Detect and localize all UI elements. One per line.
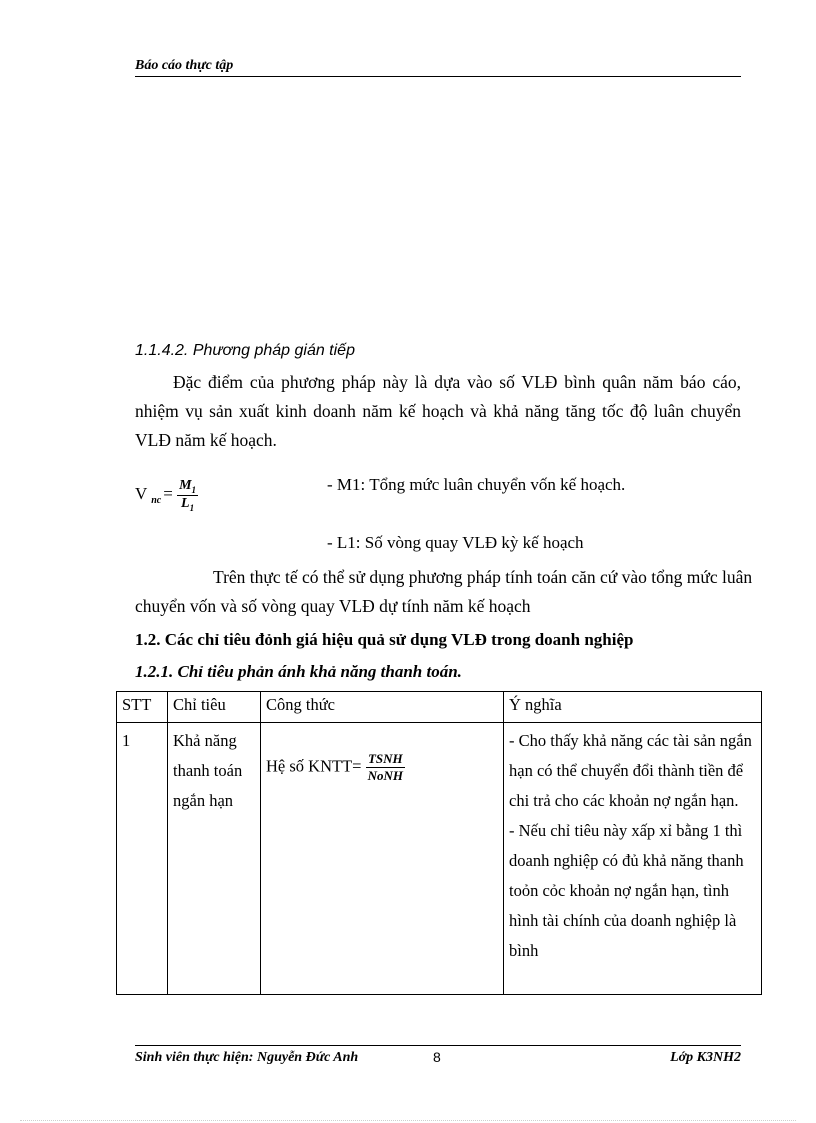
bullet-m1: - M1: Tổng mức luân chuyển vốn kế hoạch. <box>327 475 626 494</box>
formula-label: Hệ số KNTT= <box>266 756 362 776</box>
meaning-text-2: - Nếu chỉ tiêu này xấp xỉ bằng 1 thì doanh nghiệp có đủ khả năng thanh toỏn cỏc khoản nợ ngắn hạn, tình hình tài chính của doanh nghiệp là bình <box>509 821 744 960</box>
paragraph-indirect-method <box>135 368 741 455</box>
footer-page-number: 8 <box>433 1049 441 1065</box>
page-footer <box>135 1045 741 1065</box>
table-cell-indicator: Khả năng thanh toán ngắn hạn <box>168 723 261 995</box>
kntt-numerator: TSNH <box>366 751 405 768</box>
table-row <box>117 723 762 995</box>
table-header-stt: STT <box>117 692 168 723</box>
formula-lhs-sub: nc <box>151 495 162 507</box>
liquidity-ratio-table <box>116 691 762 995</box>
kntt-fraction <box>366 751 405 784</box>
section-heading-1-2: 1.2. Các chỉ tiêu đỏnh giá hiệu quả sử dụng VLĐ trong doanh nghiệp <box>135 630 634 649</box>
section-heading-1-2-1: 1.2.1. Chỉ tiêu phản ánh khả năng thanh toán. <box>135 662 462 681</box>
table-header-meaning: Ý nghĩa <box>504 692 762 723</box>
meaning-text-1: - Cho thấy khả năng các tài sản ngắn hạn có thể chuyển đổi thành tiền để chi trả cho các khoản nợ ngắn hạn. <box>509 731 752 810</box>
table-cell-stt: 1 <box>117 723 168 995</box>
table-cell-meaning <box>504 723 762 995</box>
table-header-indicator: Chỉ tiêu <box>168 692 261 723</box>
footer-student: Sinh viên thực hiện: Nguyễn Đức Anh <box>135 1050 359 1065</box>
table-cell-formula <box>261 723 504 995</box>
formula-numerator: M <box>179 478 192 493</box>
formula-numerator-sub: 1 <box>191 484 197 495</box>
formula-eq: = <box>163 484 173 504</box>
formula-vnc <box>135 478 198 513</box>
header-title: Báo cáo thực tập <box>135 58 234 73</box>
formula-lhs: V <box>135 484 147 504</box>
section-heading-1-1-4-2: 1.1.4.2. Phương pháp gián tiếp <box>135 342 355 359</box>
table-header-row <box>117 692 762 723</box>
paragraph-text: Đặc điểm của phương pháp này là dựa vào số VLĐ bình quân năm báo cáo, nhiệm vụ sản xuất kinh doanh năm kế hoạch và khả năng tăng tốc độ luân chuyển VLĐ năm kế hoạch. <box>135 372 741 450</box>
table-header-formula: Công thức <box>261 692 504 723</box>
paragraph2-text: Trên thực tế có thể sử dụng phương pháp tính toán căn cứ vào tổng mức luân chuyển vốn và số vòng quay VLĐ dự tính năm kế hoạch <box>135 567 753 616</box>
page-header <box>135 58 741 77</box>
footer-class: Lớp K3NH2 <box>670 1050 741 1065</box>
paragraph-practice <box>135 563 780 621</box>
formula-denominator: L <box>181 495 190 511</box>
formula-denominator-sub: 1 <box>189 502 195 513</box>
formula-fraction <box>177 478 198 513</box>
page-edge-divider <box>20 1120 796 1121</box>
bullet-l1: - L1: Số vòng quay VLĐ kỳ kế hoạch <box>327 533 584 552</box>
kntt-denominator: NoNH <box>367 768 403 783</box>
